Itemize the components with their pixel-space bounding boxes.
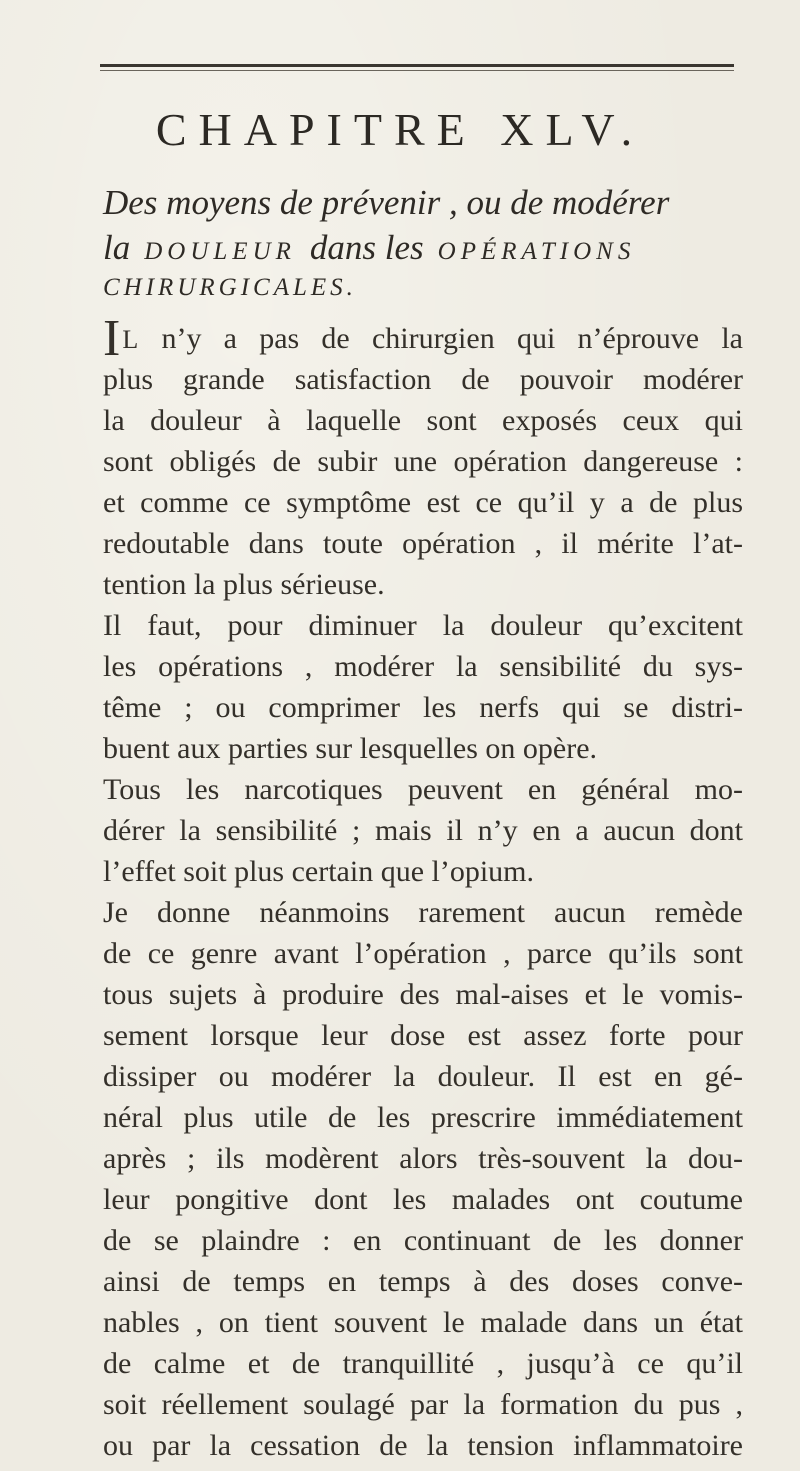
text-line-14: l’effet soit plus certain que l’opium.: [103, 855, 535, 888]
drop-cap-rest: L: [122, 325, 140, 354]
text-line-5: et comme ce symptôme est ce qu’il y a de plus: [103, 486, 743, 519]
text-line-1: [103, 310, 743, 367]
subtitle-line-3: CHIRURGICALES.: [103, 274, 357, 301]
subtitle-word-la: la: [103, 228, 131, 267]
text-line-6: redoutable dans toute opération , il mérite l’at-: [103, 527, 743, 560]
body-text: [103, 310, 743, 1466]
subtitle-word-douleur: DOULEUR: [144, 238, 296, 265]
subtitle-word-operations: OPÉRATIONS: [437, 238, 636, 265]
text-line-18: sement lorsque leur dose est assez forte pour: [103, 1019, 743, 1052]
text-line-10: tême ; ou comprimer les nerfs qui se distri-: [103, 691, 743, 724]
text-line-7: tention la plus sérieuse.: [103, 568, 385, 601]
text-line-25: nables , on tient souvent le malade dans un état: [103, 1306, 743, 1339]
text-line-20: néral plus utile de les prescrire immédiatement: [103, 1101, 743, 1134]
text-line-16: de ce genre avant l’opération , parce qu’ils sont: [103, 937, 743, 970]
subtitle-words-dans-les: dans les: [309, 228, 424, 267]
text-line-1-content: n’y a pas de chirurgien qui n’éprouve la: [139, 322, 743, 355]
text-line-27: soit réellement soulagé par la formation du pus ,: [103, 1388, 743, 1421]
text-line-4: sont obligés de subir une opération dangereuse :: [103, 445, 743, 478]
rule-thick-line: [100, 64, 734, 67]
text-line-21: après ; ils modèrent alors très-souvent la dou-: [103, 1142, 743, 1175]
subtitle-line-2: [103, 228, 743, 268]
text-line-13: dérer la sensibilité ; mais il n’y en a aucun dont: [103, 814, 743, 847]
subtitle-line-1: Des moyens de prévenir , ou de modérer: [103, 183, 670, 222]
text-line-9: les opérations , modérer la sensibilité du sys-: [103, 650, 743, 683]
text-line-3: la douleur à laquelle sont exposés ceux qui: [103, 404, 743, 437]
text-line-12: Tous les narcotiques peuvent en général mo-: [103, 773, 743, 806]
text-line-19: dissiper ou modérer la douleur. Il est en gé-: [103, 1060, 743, 1093]
text-line-17: tous sujets à produire des mal-aises et le vomis-: [103, 978, 743, 1011]
rule-thin-line: [100, 70, 734, 71]
text-line-2: plus grande satisfaction de pouvoir modérer: [103, 363, 743, 396]
text-line-26: de calme et de tranquillité , jusqu’à ce qu’il: [103, 1347, 743, 1380]
drop-cap: I: [103, 310, 123, 367]
text-line-11: buent aux parties sur lesquelles on opère.: [103, 732, 598, 765]
text-line-8: Il faut, pour diminuer la douleur qu’excitent: [103, 609, 743, 642]
text-line-15: Je donne néanmoins rarement aucun remède: [103, 896, 743, 929]
text-line-23: de se plaindre : en continuant de les donner: [103, 1224, 743, 1257]
text-line-28: ou par la cessation de la tension inflammatoire: [103, 1429, 743, 1462]
decorative-double-rule: [100, 64, 734, 72]
text-line-22: leur pongitive dont les malades ont coutume: [103, 1183, 743, 1216]
chapter-heading: CHAPITRE XLV.: [155, 104, 645, 155]
text-line-24: ainsi de temps en temps à des doses conve-: [103, 1265, 743, 1298]
